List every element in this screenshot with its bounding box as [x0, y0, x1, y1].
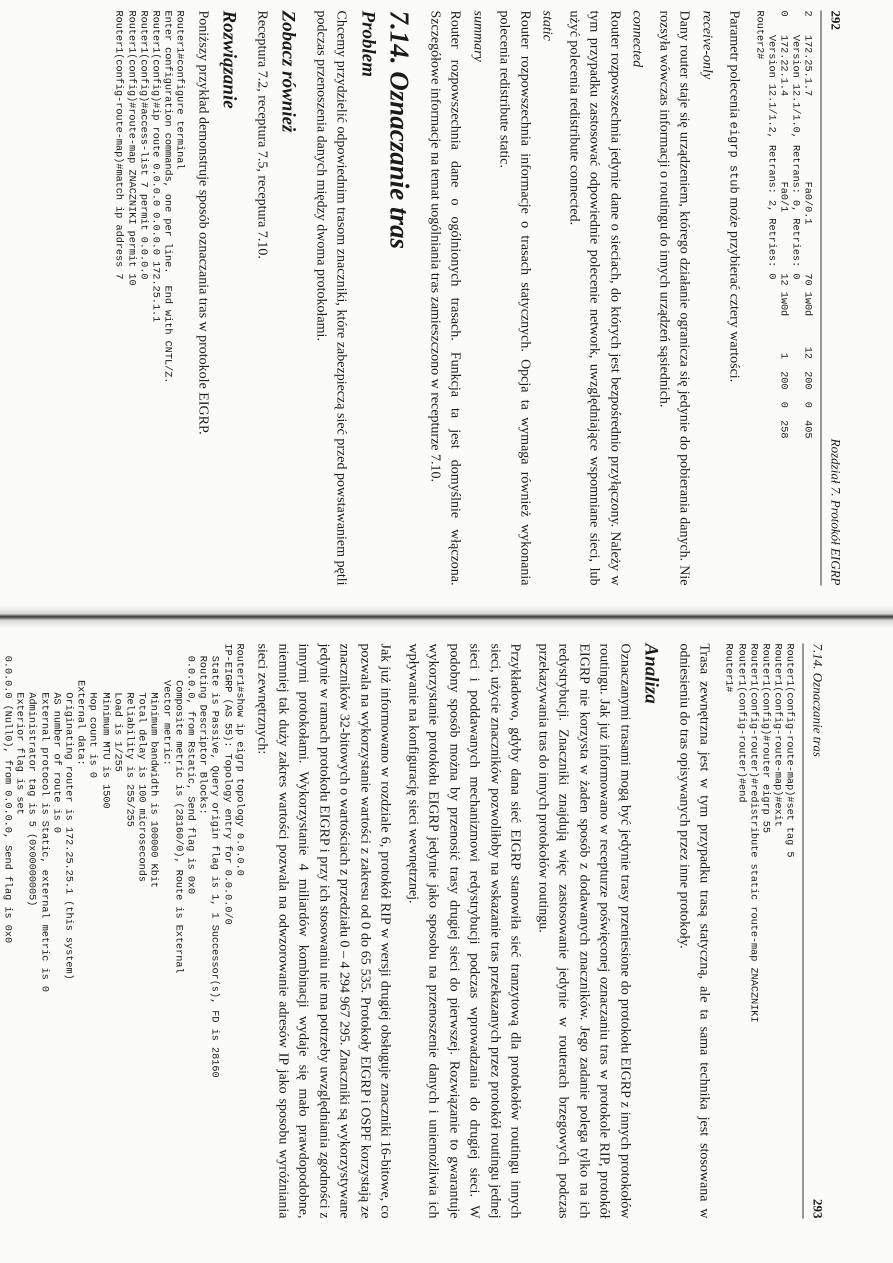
page-number: 293	[810, 1199, 826, 1219]
problem-text: Chcemy przydzielić odpowiednim trasom znaczniki, które zabezpieczą sieć przed powstawaniem pętli podczas przenoszenia danych między dwoma protokołami.	[313, 10, 349, 586]
paragraph: Parametr polecenia eigrp stub może przybierać cztery wartości.	[726, 10, 742, 383]
book-page-293	[1, 634, 828, 1229]
paragraph: Trasa zewnętrzna jest w tym przypadku trasą statyczną, ale ta sama technika jest stosowana w odniesieniu do tras opisywanych przez inne protokoły.	[676, 643, 712, 1219]
definition-text: Router rozpowszechnia jedynie dane o sieciach, do których jest bezpośrednio przyłączony. Należy w tym przypadku zastosować odpowiednie polecenie network, uwzględniające wspomniane sieci, lub użyć polecenia redistribute connected.	[566, 10, 623, 586]
solution-text: Poniższy przykład demonstruje sposób oznaczania tras w protokole EIGRP.	[195, 10, 211, 435]
solution-heading: Rozwiązanie	[218, 10, 240, 109]
page-header	[821, 11, 846, 586]
running-head: Rozdział 7. Protokół EIGRP	[828, 438, 844, 586]
paragraph: Jak już informowano w rozdziale 6, protokół RIP w wersji drugiej obsługuje znaczniki 16-bitowe, co pozwala na wykorzystanie wartości z zakresu od 0 do 65 535. Protokoły EIGRP i OSPF korzystają ze znaczników 32-bitowych o wartościach z przedziału 0 – 4 294 967 295. Znaczniki są wykorzystywane jedynie w ramach protokołu EIGRP i przy ich stosowaniu nie ma potrzeby uwzględniania zgodności z innymi protokołami. Wykorzystanie 4 miliardów kombinacji wydaje się mało prawdopodobne, niemniej tak duży zakres wartości pozwala na odwzorowanie adresów IP jako sposobu wyróżniania sieci zewnętrznych:	[254, 643, 393, 1219]
problem-heading: Problem	[357, 10, 379, 77]
code-listing: Router1(config-route-map)#set tag 5 Router1(config-route-map)#exit Router1(config)#router eigrp 55 Router1(config-router)#redistribute static route-map ZNACZNIKI Router1(config-router)#end Router1#	[722, 643, 795, 1023]
see-also-text: Receptura 7.2, receptura 7.5, receptura 7.10.	[254, 10, 270, 259]
definition-text: Router rozpowszechnia informacje o trasach statycznych. Opcja ta wymaga również wykonania polecenia redistribute static.	[496, 10, 533, 586]
definition-term: receive-only	[699, 10, 715, 80]
definition-term: static	[539, 10, 555, 41]
section-title: 7.14. Oznaczanie tras	[384, 10, 415, 250]
paragraph: Przykładowo, gdyby dana sieć EIGRP stanowiła sieć tranzytową dla protokołów routingu innych sieci, użycie znaczników pozwoliłoby na wskazanie tras przekazanych przez protokół routingu jednej sieci i poddawanych mechanizmowi redystrybucji podczas wprowadzania do drugiej sieci. W podobny sposób można by przenosić trasy drugiej sieci do pierwszej. Rozwiązanie to gwarantuje wykorzystanie protokołu EIGRP jedynie jako sposobu na przenoszenie danych i uniemożliwia ich wpływanie na konfigurację sieci wewnętrznej.	[405, 643, 523, 1219]
definition-term: connected	[629, 10, 645, 68]
definition-term: summary	[470, 10, 486, 62]
see-also-heading: Zobacz również	[277, 10, 299, 133]
analysis-heading: Analiza	[640, 643, 662, 704]
book-gutter	[0, 606, 893, 628]
code-listing: Router1#show ip eigrp topology 0.0.0.0 IP-EIGRP (AS 55): Topology entry for 0.0.0.0/0 State is Passive, Query origin flag is 1, 1 Successor(s), FD is 28160 Routing Descriptor Blocks: 0.0.0.0, from Rstatic, Send flag is 0x0 Composite metric is (28160/0), Route is External Vector metric: Minimum bandwidth is 100000 Kbit Total delay is 100 microseconds Reliability is 255/255 Load is 1/255 Minimum MTU is 1500 Hop count is 0 External data: Originating router is 172.25.25.1 (this system) AS number of route is 0 External protocol is Static, external metric is 0 Administrator tag is 5 (0x00000005) Exterior flag is set 0.0.0.0 (Null0), from 0.0.0.0, Send flag is 0x0	[1, 643, 245, 1078]
definition-text: Router rozpowszechnia dane o ogólnionych trasach. Funkcja ta jest domyślnie włączona. Szczegółowe informacje na temat uogólniania tras zamieszczono w recepturze 7.10.	[427, 10, 463, 586]
code-listing: Router1#configure terminal Enter configuration commands, one per line. End with CNTL/Z. Router1(config)#ip route 0.0.0.0 0.0.0.0 172.25.1.1 Router1(config)#access-list 7 permit 0.0.0.0 Router1(config)#route-map ZNACZNIKI permit 10 Router1(config-route-map)#match ip address 7	[112, 10, 185, 384]
code-listing: 2 172.25.1.7 Fa0/0.1 70 1w0d 12 200 0 405 Version 12.1/1.0, Retrans: 0, Retries: 0 0 172.22.1.4 Fa0/1 12 1w0d 1 200 0 258 Version 12.1/1.2, Retrans: 2, Retries: 0 Router2#	[753, 10, 813, 439]
book-page-292	[26, 1, 846, 596]
running-head: 7.14. Oznaczanie tras	[810, 643, 826, 757]
definition-text: Dany router staje się urządzeniem, którego działanie ogranicza się jedynie do pobierania danych. Nie rozsyła wówczas informacji o routingu do innych urządzeń sąsiednich.	[656, 10, 692, 586]
page-header	[803, 644, 828, 1219]
paragraph: Oznaczanymi trasami mogą być jedynie trasy przeniesione do protokołu EIGRP z innych protokołów routingu. Jak już informowano w recepturze poświęconej oznaczaniu tras w protokole RIP, protokół EIGRP nie korzysta w żaden sposób z dodawanych znaczników. Jego zadanie polega tylko na ich redystrybucji. Znaczniki znajdują więc zastosowanie jedynie w routerach brzegowych podczas przekazywania tras do innych protokołów routingu.	[535, 643, 633, 1219]
page-number: 292	[828, 10, 844, 30]
